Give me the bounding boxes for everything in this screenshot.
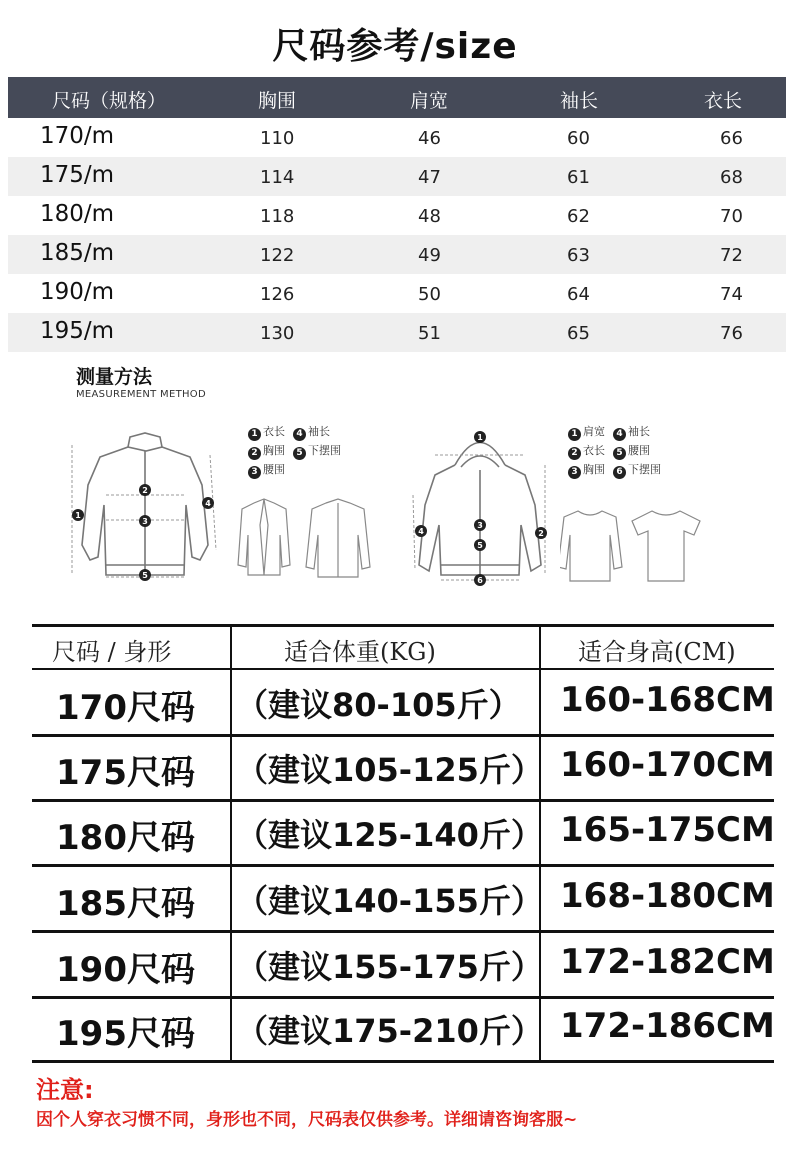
size-table-cell: 65 xyxy=(567,323,590,344)
fit-table-cell: 160-170CM xyxy=(560,745,775,785)
page-title: 尺码参考/size xyxy=(272,26,518,67)
legend-label: 袖长 xyxy=(308,425,330,438)
fit-header-height: 适合身高(CM) xyxy=(578,638,736,666)
fit-table-row-divider xyxy=(32,996,774,999)
size-table-cell: 47 xyxy=(418,167,441,188)
size-table-cell: 70 xyxy=(720,206,743,227)
legend-number: 5 xyxy=(613,447,626,460)
legend-label: 肩宽 xyxy=(583,425,605,438)
measurement-subtitle: MEASUREMENT METHOD xyxy=(76,389,206,400)
size-table-cell: 60 xyxy=(567,128,590,149)
size-table-cell: 61 xyxy=(567,167,590,188)
fit-table-cell: 170尺码 xyxy=(56,688,195,728)
legend-item xyxy=(248,441,285,460)
size-table-row xyxy=(8,118,786,157)
fit-table-row-divider xyxy=(32,734,774,737)
fit-table-cell: 195尺码 xyxy=(56,1014,195,1054)
fit-table-cell: 190尺码 xyxy=(56,950,195,990)
note-text: 因个人穿衣习惯不同，身形也不同，尺码表仅供参考。详细请咨询客服~ xyxy=(36,1110,578,1130)
size-table-cell: 190/m xyxy=(40,279,115,305)
fit-table-cell: 172-186CM xyxy=(560,1006,775,1046)
legend-number: 1 xyxy=(248,428,261,441)
fit-table-top-border xyxy=(32,624,774,627)
fit-table-header-divider xyxy=(32,668,774,670)
fit-table-cell: （建议140-155斤） xyxy=(236,882,543,920)
legend-item xyxy=(613,441,650,460)
size-table-cell: 118 xyxy=(260,206,295,227)
size-table-row xyxy=(8,274,786,313)
svg-text:5: 5 xyxy=(477,541,483,550)
fit-table-row-divider xyxy=(32,864,774,867)
legend-number: 4 xyxy=(293,428,306,441)
legend-number: 3 xyxy=(568,466,581,479)
fit-header-weight: 适合体重(KG) xyxy=(284,638,436,666)
size-table-cell: 66 xyxy=(720,128,743,149)
header-chest: 胸围 xyxy=(258,90,297,112)
size-table-cell: 110 xyxy=(260,128,295,149)
legend-number: 4 xyxy=(613,428,626,441)
top-thumbnails-icon xyxy=(560,505,710,585)
measurement-title: 测量方法 xyxy=(76,366,153,388)
fit-table-cell: 160-168CM xyxy=(560,680,775,720)
fit-table-cell: （建议155-175斤） xyxy=(236,948,543,986)
size-table-cell: 180/m xyxy=(40,201,115,227)
fit-table-cell: 168-180CM xyxy=(560,876,775,916)
size-table-cell: 114 xyxy=(260,167,295,188)
svg-text:4: 4 xyxy=(418,527,424,536)
fit-table-bottom-border xyxy=(32,1060,774,1063)
svg-text:2: 2 xyxy=(142,486,148,495)
size-table-cell: 62 xyxy=(567,206,590,227)
header-shoulder: 肩宽 xyxy=(410,90,449,112)
size-table-row xyxy=(8,235,786,274)
legend-label: 胸围 xyxy=(263,444,285,457)
legend-item xyxy=(568,441,605,460)
fit-table-cell: 180尺码 xyxy=(56,818,195,858)
legend-item xyxy=(248,422,285,441)
size-table-cell: 68 xyxy=(720,167,743,188)
fit-table-row-divider xyxy=(32,799,774,802)
svg-text:1: 1 xyxy=(477,433,483,442)
legend-item xyxy=(568,422,605,441)
legend-item xyxy=(293,422,330,441)
jacket-diagram-icon xyxy=(60,425,230,590)
legend-number: 6 xyxy=(613,466,626,479)
size-table-cell: 46 xyxy=(418,128,441,149)
fit-table-cell: （建议175-210斤） xyxy=(236,1012,543,1050)
size-table-cell: 49 xyxy=(418,245,441,266)
legend-item xyxy=(613,460,661,479)
fit-table-col-divider xyxy=(230,626,232,1062)
legend-label: 下摆围 xyxy=(308,444,341,457)
header-length: 衣长 xyxy=(704,90,743,112)
legend-label: 衣长 xyxy=(583,444,605,457)
fit-table-cell: 185尺码 xyxy=(56,884,195,924)
size-table-cell: 74 xyxy=(720,284,743,305)
size-table-cell: 122 xyxy=(260,245,295,266)
legend-jacket xyxy=(248,422,388,479)
legend-label: 胸围 xyxy=(583,463,605,476)
header-size: 尺码（规格） xyxy=(52,90,167,112)
fit-table-cell: 165-175CM xyxy=(560,810,775,850)
hoodie-diagram-icon xyxy=(405,425,555,590)
size-table-cell: 195/m xyxy=(40,318,115,344)
legend-label: 衣长 xyxy=(263,425,285,438)
fit-header-size: 尺码 / 身形 xyxy=(52,638,172,666)
legend-hoodie xyxy=(568,422,708,479)
svg-text:4: 4 xyxy=(205,499,211,508)
size-table-cell: 175/m xyxy=(40,162,115,188)
size-table-header xyxy=(8,77,786,118)
legend-label: 下摆围 xyxy=(628,463,661,476)
fit-table-cell: （建议125-140斤） xyxy=(236,816,543,854)
size-table-row xyxy=(8,196,786,235)
svg-text:6: 6 xyxy=(477,576,483,585)
note-title: 注意: xyxy=(36,1076,94,1104)
legend-label: 腰围 xyxy=(263,463,285,476)
size-table-cell: 50 xyxy=(418,284,441,305)
size-table-cell: 63 xyxy=(567,245,590,266)
size-table-cell: 51 xyxy=(418,323,441,344)
legend-item xyxy=(248,460,285,479)
size-table-cell: 72 xyxy=(720,245,743,266)
svg-text:1: 1 xyxy=(75,511,81,520)
svg-text:3: 3 xyxy=(477,521,483,530)
size-table-cell: 130 xyxy=(260,323,295,344)
size-table-cell: 48 xyxy=(418,206,441,227)
legend-number: 2 xyxy=(248,447,261,460)
legend-label: 腰围 xyxy=(628,444,650,457)
fit-table-cell: （建议80-105斤） xyxy=(236,686,521,724)
legend-item xyxy=(613,422,650,441)
fit-table-row-divider xyxy=(32,930,774,933)
size-table-row xyxy=(8,313,786,352)
svg-text:3: 3 xyxy=(142,517,148,526)
legend-item xyxy=(568,460,605,479)
legend-item xyxy=(293,441,341,460)
size-table-cell: 76 xyxy=(720,323,743,344)
size-table-cell: 126 xyxy=(260,284,295,305)
legend-number: 5 xyxy=(293,447,306,460)
legend-number: 2 xyxy=(568,447,581,460)
header-sleeve: 袖长 xyxy=(560,90,599,112)
fit-table-cell: 175尺码 xyxy=(56,753,195,793)
size-table-cell: 64 xyxy=(567,284,590,305)
legend-number: 3 xyxy=(248,466,261,479)
size-table-row xyxy=(8,157,786,196)
fit-table-cell: 172-182CM xyxy=(560,942,775,982)
svg-text:5: 5 xyxy=(142,571,148,580)
garment-thumbnails-icon xyxy=(234,495,384,580)
legend-label: 袖长 xyxy=(628,425,650,438)
size-table-cell: 185/m xyxy=(40,240,115,266)
legend-number: 1 xyxy=(568,428,581,441)
fit-table-cell: （建议105-125斤） xyxy=(236,751,543,789)
svg-text:2: 2 xyxy=(538,529,544,538)
size-table-cell: 170/m xyxy=(40,123,115,149)
